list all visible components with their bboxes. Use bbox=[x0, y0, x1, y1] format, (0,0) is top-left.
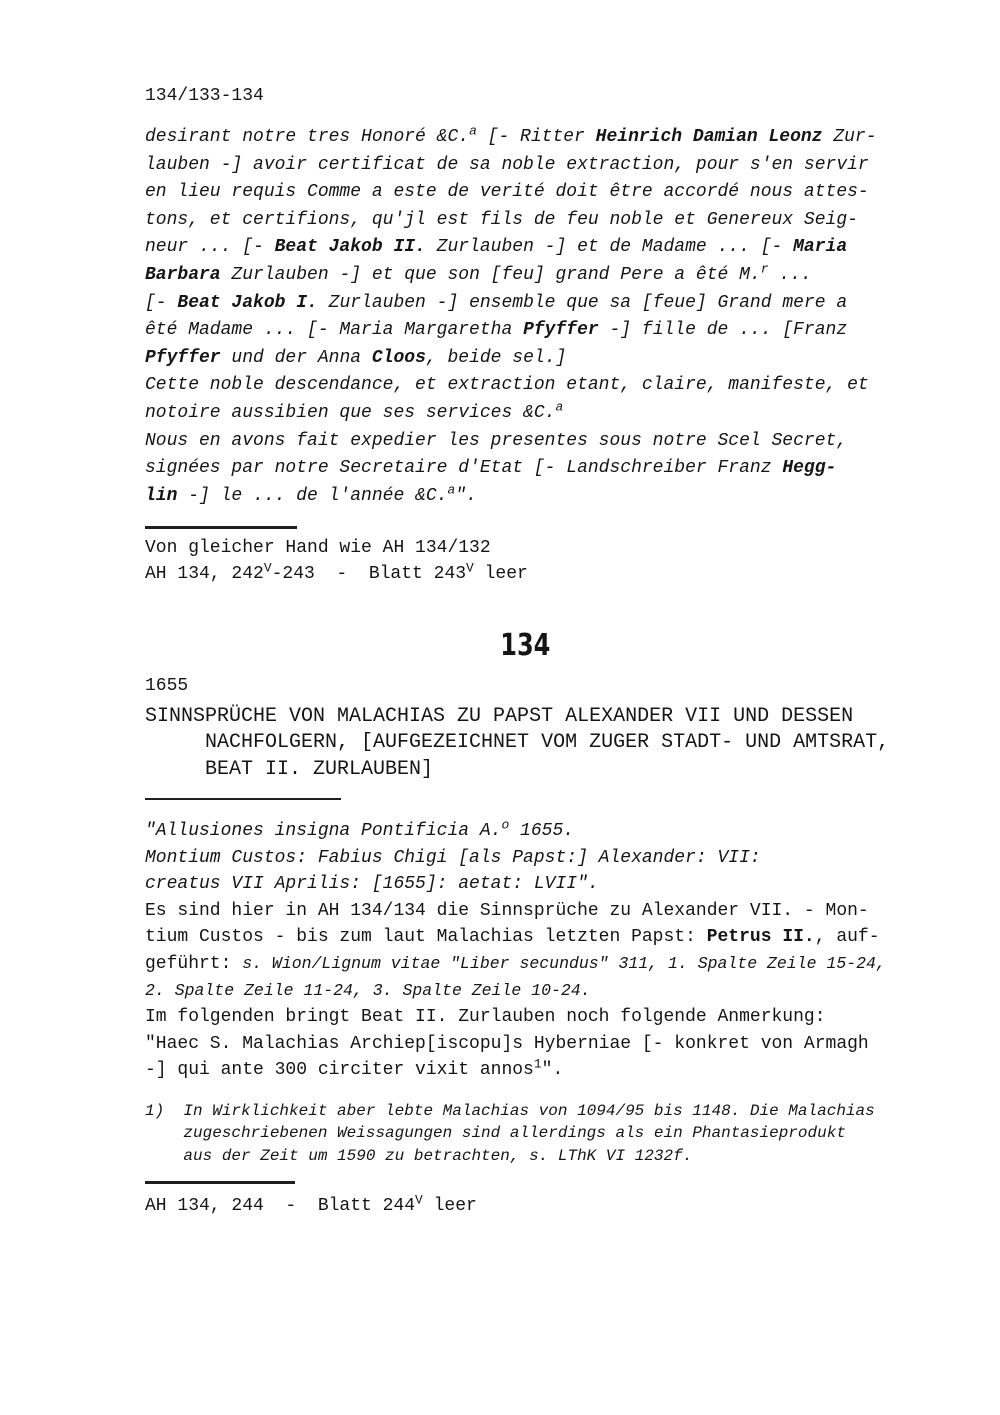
footnote-1 bbox=[145, 1100, 875, 1167]
text-line: neur ... [- Beat Jakob II. Zurlauben -] et de Madame ... [- Maria bbox=[145, 237, 848, 258]
text-line: lin -] le ... de l'année &C.$^a$". bbox=[145, 482, 477, 506]
text-line: tons, et certifions, qu'jl est fils de feu noble et Genereux Seig- bbox=[145, 209, 858, 230]
text-line: "Haec S. Malachias Archiep[iscopu]s Hyberniae [- konkret von Armagh bbox=[145, 1033, 869, 1054]
text-line: [- Beat Jakob I. Zurlauben -] ensemble que sa [feue] Grand mere a bbox=[145, 292, 848, 313]
text-line: SINNSPRÜCHE VON MALACHIAS ZU PAPST ALEXANDER VII UND DESSEN bbox=[145, 705, 854, 728]
text-line: NACHFOLGERN, [AUFGEZEICHNET VOM ZUGER STADT- UND AMTSRAT, bbox=[145, 731, 890, 755]
entry-title bbox=[145, 704, 889, 783]
text-line: -] qui ante 300 circiter vixit annos$^1$". bbox=[145, 1056, 564, 1081]
text-line: tium Custos - bis zum laut Malachias letzten Papst: Petrus II., auf- bbox=[145, 927, 880, 948]
text-line: Von gleicher Hand wie AH 134/132 bbox=[145, 538, 491, 558]
text-line: 2. Spalte Zeile 11-24, 3. Spalte Zeile 10-24. bbox=[145, 980, 591, 1000]
separator-rule-title bbox=[145, 798, 341, 800]
text-line: "Allusiones insigna Pontificia A.$^o$ 1655. bbox=[145, 817, 575, 841]
page-header-archive-reference: 134/133-134 bbox=[145, 86, 264, 106]
text-line: Nous en avons fait expedier les presentes sous notre Scel Secret, bbox=[145, 430, 848, 451]
commentary-paragraph bbox=[145, 818, 886, 1084]
entry-number-text: 134 bbox=[499, 628, 551, 663]
text-line: Im folgenden bringt Beat II. Zurlauben noch folgende Anmerkung: bbox=[145, 1007, 826, 1028]
text-line: signées par notre Secretaire d'Etat [- Landschreiber Franz Hegg- bbox=[145, 458, 837, 479]
text-line: en lieu requis Comme a este de verité doit être accordé nous attes- bbox=[145, 182, 869, 203]
text-line: Montium Custos: Fabius Chigi [als Papst:] Alexander: VII: bbox=[145, 847, 761, 868]
text-line: Barbara Zurlauben -] et que son [feu] grand Pere a êté M.$^r$ ... bbox=[145, 261, 812, 285]
text-line: AH 134, $242^V-243$ - Blatt $243^V$ leer bbox=[145, 560, 528, 584]
text-line: 1) In Wirklichkeit aber lebte Malachias von 1094/95 bis 1148. Die Malachias bbox=[145, 1102, 875, 1120]
text-line: lauben -] avoir certificat de sa noble extraction, pour s'en servir bbox=[145, 154, 869, 175]
text-line: Cette noble descendance, et extraction etant, claire, manifeste, et bbox=[145, 375, 869, 396]
text-line: BEAT II. ZURLAUBEN] bbox=[145, 757, 434, 781]
text-line: Es sind hier in AH 134/134 die Sinnsprüche zu Alexander VII. - Mon- bbox=[145, 900, 869, 921]
text-line: desirant notre tres Honoré &C.$^a$ [- Ritter Heinrich Damian Leonz Zur- bbox=[145, 123, 877, 147]
text-line: zugeschriebenen Weissagungen sind allerdings als ein Phantasieprodukt bbox=[145, 1124, 846, 1143]
text-line: Pfyffer und der Anna Cloos, beide sel.] bbox=[145, 347, 567, 368]
entry-number-heading bbox=[145, 628, 905, 663]
text-line: creatus VII Aprilis: [1655]: aetat: LVII". bbox=[145, 874, 599, 895]
provenance-note bbox=[145, 536, 528, 587]
letter-excerpt-paragraph bbox=[145, 124, 877, 510]
text-line: notoire aussibien que ses services &C.$^a$ bbox=[145, 399, 564, 423]
text-line: êté Madame ... [- Maria Margaretha Pfyffer -] fille de ... [Franz bbox=[145, 320, 848, 341]
text-line: geführt: s. Wion/Lignum vitae "Liber secundus" 311, 1. Spalte Zeile 15-24, bbox=[145, 953, 886, 974]
text-line: AH 134, 244 - Blatt $244^V$ leer bbox=[145, 1192, 477, 1216]
source-reference-line bbox=[145, 1192, 477, 1216]
separator-rule-bottom bbox=[145, 1181, 295, 1184]
separator-rule-top bbox=[145, 526, 297, 529]
text-line: aus der Zeit um 1590 zu betrachten, s. LThK VI 1232f. bbox=[145, 1146, 693, 1165]
entry-year: 1655 bbox=[145, 676, 189, 696]
